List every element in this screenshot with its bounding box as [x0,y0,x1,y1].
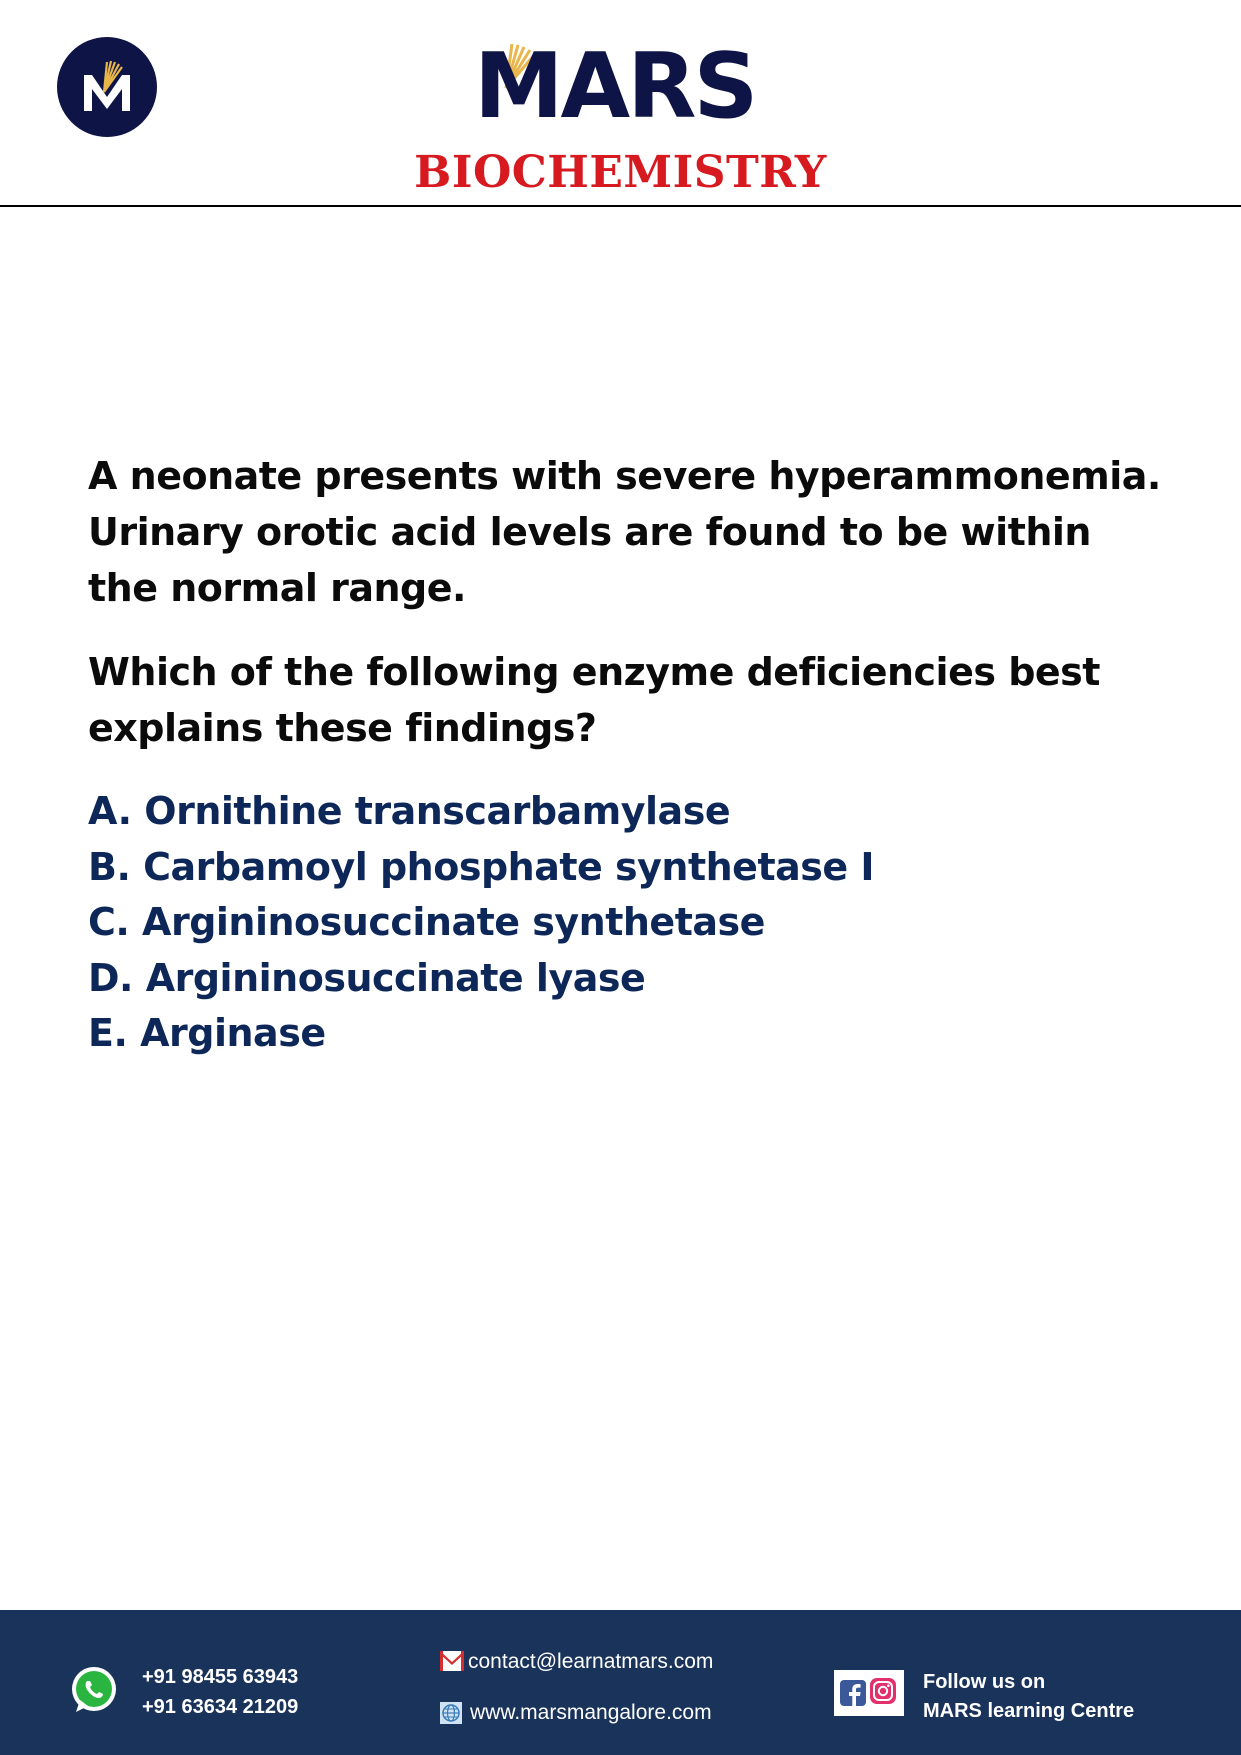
question-prompt: Which of the following enzyme deficiencies best explains these findings? [88,650,1100,750]
option-c[interactable]: C. Argininosuccinate synthetase [88,900,765,944]
website-link[interactable]: www.marsmangalore.com [470,1701,712,1724]
social-icons [834,1670,904,1716]
option-e[interactable]: E. Arginase [88,1011,326,1055]
phone-number-1[interactable]: +91 98455 63943 [142,1666,299,1688]
option-b[interactable]: B. Carbamoyl phosphate synthetase I [88,844,875,889]
follow-line-1: Follow us on [923,1671,1046,1693]
facebook-icon[interactable] [840,1680,866,1706]
option-a[interactable]: A. Ornithine transcarbamylase [88,789,731,833]
whatsapp-icon [68,1664,120,1716]
follow-line-2[interactable]: MARS learning Centre [923,1700,1135,1722]
option-d[interactable]: D. Argininosuccinate lyase [88,955,646,1000]
follow-us-text [923,1668,1134,1726]
subject-title: BIOCHEMISTRY [414,147,827,198]
mail-icon [440,1651,464,1671]
header-divider [0,205,1241,207]
logo-text: MARS [474,34,756,139]
instagram-icon[interactable] [870,1678,896,1704]
phone-number-2[interactable]: +91 63634 21209 [142,1696,299,1718]
mars-badge-logo [57,37,157,137]
page-footer [0,1610,1241,1755]
answer-options [88,784,1168,1062]
contact-email[interactable]: contact@learnatmars.com [468,1650,714,1673]
phone-numbers [142,1662,298,1722]
question-stem: A neonate presents with severe hyperammonemia. Urinary orotic acid levels are found to be within the normal range. [88,454,1161,610]
question-block [88,448,1168,756]
globe-icon [440,1702,462,1724]
page-header [0,0,1241,207]
